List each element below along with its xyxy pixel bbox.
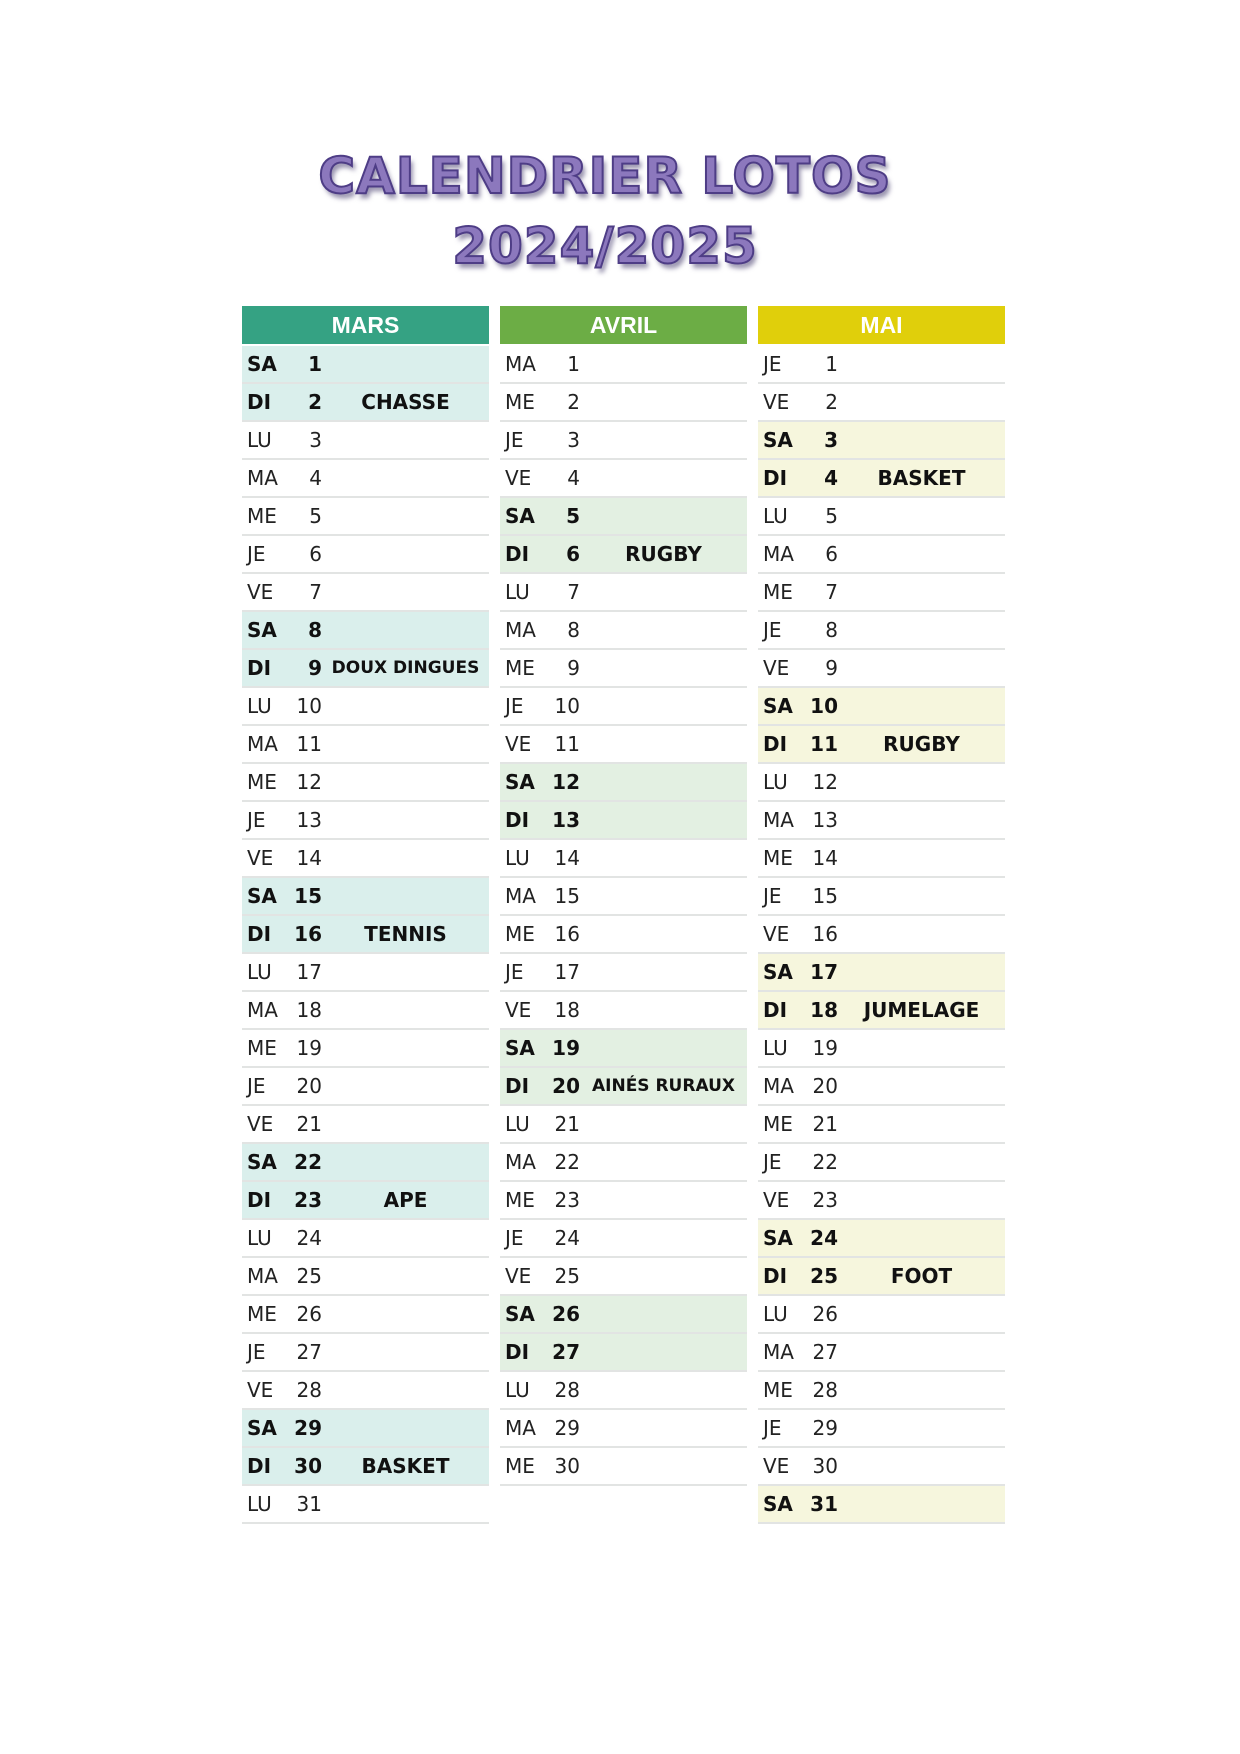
- day-name: ME: [763, 1378, 793, 1402]
- day-number: 18: [810, 998, 838, 1022]
- day-number: 4: [567, 466, 580, 490]
- day-name: ME: [763, 846, 793, 870]
- day-number: 3: [567, 428, 580, 452]
- day-name: LU: [763, 1036, 788, 1060]
- month-column-avril: [500, 306, 747, 1486]
- day-name: VE: [247, 1112, 274, 1136]
- day-number: 21: [812, 1112, 838, 1136]
- day-name: VE: [505, 732, 532, 756]
- day-row: [500, 1030, 747, 1068]
- day-number: 31: [810, 1492, 838, 1516]
- day-row: [758, 650, 1005, 688]
- day-name: LU: [505, 580, 530, 604]
- day-name: MA: [247, 466, 278, 490]
- day-row: [500, 612, 747, 650]
- day-number: 29: [554, 1416, 580, 1440]
- day-number: 27: [812, 1340, 838, 1364]
- day-number: 26: [552, 1302, 580, 1326]
- day-number: 16: [554, 922, 580, 946]
- day-row: [500, 1068, 747, 1106]
- day-name: ME: [247, 1302, 277, 1326]
- day-number: 6: [309, 542, 322, 566]
- day-name: VE: [763, 390, 790, 414]
- day-number: 6: [825, 542, 838, 566]
- day-name: MA: [763, 542, 794, 566]
- day-row: [242, 384, 489, 422]
- loto-event: BASKET: [361, 1454, 450, 1478]
- loto-event: FOOT: [890, 1264, 953, 1288]
- day-name: ME: [505, 1454, 535, 1478]
- day-row: [758, 1372, 1005, 1410]
- day-row: [242, 498, 489, 536]
- loto-event: BASKET: [877, 466, 966, 490]
- day-name: JE: [763, 1150, 782, 1174]
- day-row: [500, 1144, 747, 1182]
- day-row: [500, 574, 747, 612]
- day-row: [242, 916, 489, 954]
- day-number: 10: [810, 694, 838, 718]
- day-row: [500, 536, 747, 574]
- day-number: 15: [294, 884, 322, 908]
- day-name: DI: [763, 998, 788, 1022]
- day-row: [242, 802, 489, 840]
- loto-event: CHASSE: [361, 390, 450, 414]
- day-name: DI: [505, 1340, 530, 1364]
- day-name: MA: [763, 1340, 794, 1364]
- day-number: 29: [812, 1416, 838, 1440]
- day-name: LU: [505, 1112, 530, 1136]
- day-number: 7: [567, 580, 580, 604]
- day-name: ME: [247, 1036, 277, 1060]
- day-row: [242, 460, 489, 498]
- day-row: [500, 1334, 747, 1372]
- day-number: 9: [825, 656, 838, 680]
- day-number: 17: [810, 960, 838, 984]
- day-row: [242, 764, 489, 802]
- day-name: MA: [247, 1264, 278, 1288]
- day-name: VE: [763, 1188, 790, 1212]
- day-row: [242, 1372, 489, 1410]
- day-row: [500, 422, 747, 460]
- day-name: MA: [505, 352, 536, 376]
- day-row: [500, 878, 747, 916]
- day-name: SA: [247, 352, 277, 376]
- day-name: JE: [247, 542, 266, 566]
- day-number: 4: [824, 466, 838, 490]
- day-number: 2: [825, 390, 838, 414]
- day-name: DI: [763, 466, 788, 490]
- day-row: [758, 726, 1005, 764]
- day-number: 22: [554, 1150, 580, 1174]
- day-number: 5: [566, 504, 580, 528]
- day-name: VE: [505, 998, 532, 1022]
- day-row: [500, 1410, 747, 1448]
- day-number: 22: [812, 1150, 838, 1174]
- day-name: LU: [247, 694, 272, 718]
- day-number: 12: [552, 770, 580, 794]
- day-row: [500, 726, 747, 764]
- day-name: JE: [763, 884, 782, 908]
- day-number: 9: [308, 656, 322, 680]
- day-number: 3: [824, 428, 838, 452]
- day-name: JE: [247, 1074, 266, 1098]
- day-name: DI: [505, 542, 530, 566]
- day-name: VE: [763, 922, 790, 946]
- day-number: 11: [296, 732, 322, 756]
- day-row: [242, 1258, 489, 1296]
- day-row: [758, 1258, 1005, 1296]
- day-name: JE: [247, 808, 266, 832]
- loto-event: TENNIS: [364, 922, 447, 946]
- page-subtitle-year: 2024/2025: [452, 217, 758, 275]
- day-name: ME: [763, 1112, 793, 1136]
- page-title: CALENDRIER LOTOS: [318, 147, 892, 205]
- month-header: AVRIL: [500, 306, 747, 344]
- day-name: JE: [505, 1226, 524, 1250]
- day-row: [758, 498, 1005, 536]
- day-number: 20: [296, 1074, 322, 1098]
- day-row: [500, 1296, 747, 1334]
- day-name: SA: [505, 770, 535, 794]
- day-number: 19: [296, 1036, 322, 1060]
- day-number: 5: [825, 504, 838, 528]
- day-row: [758, 992, 1005, 1030]
- day-name: MA: [505, 884, 536, 908]
- day-row: [758, 1106, 1005, 1144]
- day-name: DI: [247, 390, 272, 414]
- day-row: [500, 1106, 747, 1144]
- day-number: 9: [567, 656, 580, 680]
- day-number: 16: [294, 922, 322, 946]
- month-header: MARS: [242, 306, 489, 344]
- day-number: 7: [309, 580, 322, 604]
- day-row: [758, 1220, 1005, 1258]
- day-number: 27: [296, 1340, 322, 1364]
- day-name: LU: [763, 1302, 788, 1326]
- day-number: 25: [810, 1264, 838, 1288]
- day-row: [758, 1410, 1005, 1448]
- day-number: 19: [812, 1036, 838, 1060]
- day-name: MA: [763, 1074, 794, 1098]
- day-name: SA: [505, 1036, 535, 1060]
- day-row: [500, 1258, 747, 1296]
- day-number: 28: [554, 1378, 580, 1402]
- day-name: MA: [505, 1416, 536, 1440]
- day-name: DI: [763, 732, 788, 756]
- day-row: [500, 954, 747, 992]
- day-number: 1: [308, 352, 322, 376]
- day-row: [500, 840, 747, 878]
- day-number: 8: [308, 618, 322, 642]
- day-name: DI: [247, 656, 272, 680]
- month-column-mars: [242, 306, 489, 1524]
- day-number: 6: [566, 542, 580, 566]
- day-name: MA: [247, 998, 278, 1022]
- day-row: [242, 992, 489, 1030]
- loto-event: RUGBY: [625, 542, 702, 566]
- day-row: [500, 1220, 747, 1258]
- day-row: [758, 1144, 1005, 1182]
- day-number: 17: [554, 960, 580, 984]
- day-name: SA: [763, 694, 793, 718]
- day-name: ME: [505, 390, 535, 414]
- loto-event: AINÉS RURAUX: [591, 1076, 735, 1096]
- day-name: SA: [763, 960, 793, 984]
- day-row: [758, 1334, 1005, 1372]
- day-number: 3: [309, 428, 322, 452]
- day-row: [758, 574, 1005, 612]
- day-number: 21: [296, 1112, 322, 1136]
- day-row: [758, 1182, 1005, 1220]
- day-name: SA: [763, 1492, 793, 1516]
- day-number: 27: [552, 1340, 580, 1364]
- day-row: [500, 498, 747, 536]
- day-row: [758, 384, 1005, 422]
- day-name: LU: [247, 1226, 272, 1250]
- day-number: 8: [825, 618, 838, 642]
- day-name: SA: [505, 1302, 535, 1326]
- day-row: [242, 840, 489, 878]
- day-name: SA: [247, 884, 277, 908]
- day-row: [242, 1068, 489, 1106]
- day-row: [758, 1296, 1005, 1334]
- day-row: [242, 1030, 489, 1068]
- day-row: [242, 1182, 489, 1220]
- day-number: 5: [309, 504, 322, 528]
- day-name: VE: [247, 1378, 274, 1402]
- day-number: 24: [554, 1226, 580, 1250]
- day-row: [758, 878, 1005, 916]
- day-name: JE: [763, 352, 782, 376]
- day-row: [758, 1068, 1005, 1106]
- day-name: VE: [505, 1264, 532, 1288]
- day-row: [242, 1448, 489, 1486]
- day-number: 20: [812, 1074, 838, 1098]
- day-row: [758, 460, 1005, 498]
- day-row: [758, 536, 1005, 574]
- day-number: 14: [812, 846, 838, 870]
- day-name: ME: [763, 580, 793, 604]
- day-number: 14: [296, 846, 322, 870]
- day-number: 18: [554, 998, 580, 1022]
- day-row: [758, 688, 1005, 726]
- loto-event: RUGBY: [883, 732, 960, 756]
- day-name: LU: [505, 846, 530, 870]
- day-number: 13: [296, 808, 322, 832]
- day-row: [242, 954, 489, 992]
- day-name: LU: [763, 770, 788, 794]
- day-name: LU: [247, 1492, 272, 1516]
- loto-event: DOUX DINGUES: [331, 658, 480, 678]
- day-name: DI: [505, 1074, 530, 1098]
- day-row: [500, 916, 747, 954]
- day-name: ME: [247, 770, 277, 794]
- day-name: MA: [505, 1150, 536, 1174]
- day-name: DI: [763, 1264, 788, 1288]
- day-row: [242, 726, 489, 764]
- month-column-mai: [758, 306, 1005, 1524]
- day-number: 28: [812, 1378, 838, 1402]
- day-number: 1: [825, 352, 838, 376]
- day-number: 12: [812, 770, 838, 794]
- day-name: VE: [247, 580, 274, 604]
- day-number: 25: [554, 1264, 580, 1288]
- day-name: LU: [505, 1378, 530, 1402]
- day-row: [500, 346, 747, 384]
- day-row: [242, 1410, 489, 1448]
- day-row: [758, 954, 1005, 992]
- day-row: [242, 1144, 489, 1182]
- day-row: [242, 1296, 489, 1334]
- day-name: JE: [763, 1416, 782, 1440]
- day-row: [500, 992, 747, 1030]
- day-row: [758, 916, 1005, 954]
- day-number: 24: [810, 1226, 838, 1250]
- day-name: SA: [247, 1416, 277, 1440]
- day-row: [500, 384, 747, 422]
- day-number: 16: [812, 922, 838, 946]
- month-header: MAI: [758, 306, 1005, 344]
- day-number: 20: [552, 1074, 580, 1098]
- day-name: ME: [505, 1188, 535, 1212]
- day-number: 15: [812, 884, 838, 908]
- day-row: [758, 612, 1005, 650]
- day-row: [758, 802, 1005, 840]
- day-name: JE: [505, 694, 524, 718]
- day-number: 12: [296, 770, 322, 794]
- day-number: 30: [812, 1454, 838, 1478]
- day-number: 11: [810, 732, 838, 756]
- day-row: [500, 650, 747, 688]
- day-name: JE: [505, 960, 524, 984]
- day-row: [242, 650, 489, 688]
- day-number: 22: [294, 1150, 322, 1174]
- day-number: 30: [294, 1454, 322, 1478]
- day-row: [242, 688, 489, 726]
- day-row: [242, 878, 489, 916]
- day-number: 23: [812, 1188, 838, 1212]
- day-number: 7: [825, 580, 838, 604]
- day-number: 26: [296, 1302, 322, 1326]
- day-number: 18: [296, 998, 322, 1022]
- day-name: MA: [505, 618, 536, 642]
- day-name: DI: [247, 922, 272, 946]
- day-row: [758, 764, 1005, 802]
- day-row: [500, 688, 747, 726]
- day-row: [500, 802, 747, 840]
- day-name: SA: [247, 618, 277, 642]
- day-number: 14: [554, 846, 580, 870]
- day-number: 2: [567, 390, 580, 414]
- day-name: ME: [505, 922, 535, 946]
- day-number: 25: [296, 1264, 322, 1288]
- day-row: [242, 574, 489, 612]
- day-list: [242, 346, 489, 1524]
- day-name: VE: [763, 656, 790, 680]
- day-number: 8: [567, 618, 580, 642]
- day-row: [242, 346, 489, 384]
- day-name: VE: [763, 1454, 790, 1478]
- day-name: JE: [505, 428, 524, 452]
- day-row: [500, 1372, 747, 1410]
- day-number: 23: [294, 1188, 322, 1212]
- day-list: [758, 346, 1005, 1524]
- day-row: [758, 840, 1005, 878]
- day-row: [242, 536, 489, 574]
- day-number: 4: [309, 466, 322, 490]
- day-row: [242, 1106, 489, 1144]
- day-name: SA: [505, 504, 535, 528]
- day-name: VE: [247, 846, 274, 870]
- day-number: 24: [296, 1226, 322, 1250]
- day-row: [242, 1486, 489, 1524]
- day-row: [242, 1220, 489, 1258]
- day-name: MA: [763, 808, 794, 832]
- day-number: 11: [554, 732, 580, 756]
- day-number: 10: [296, 694, 322, 718]
- day-row: [758, 1448, 1005, 1486]
- day-name: LU: [763, 504, 788, 528]
- day-list: [500, 346, 747, 1486]
- day-row: [500, 1448, 747, 1486]
- day-row: [758, 422, 1005, 460]
- day-name: MA: [247, 732, 278, 756]
- loto-event: APE: [383, 1188, 428, 1212]
- day-name: SA: [247, 1150, 277, 1174]
- day-number: 21: [554, 1112, 580, 1136]
- day-name: JE: [763, 618, 782, 642]
- day-number: 29: [294, 1416, 322, 1440]
- day-row: [500, 764, 747, 802]
- day-number: 2: [308, 390, 322, 414]
- loto-event: JUMELAGE: [863, 998, 980, 1022]
- day-number: 28: [296, 1378, 322, 1402]
- day-number: 19: [552, 1036, 580, 1060]
- day-name: ME: [247, 504, 277, 528]
- day-row: [758, 1486, 1005, 1524]
- day-name: JE: [247, 1340, 266, 1364]
- day-row: [242, 1334, 489, 1372]
- day-name: LU: [247, 960, 272, 984]
- day-name: DI: [247, 1454, 272, 1478]
- day-row: [500, 1182, 747, 1220]
- day-name: SA: [763, 428, 793, 452]
- day-row: [500, 460, 747, 498]
- day-row: [758, 346, 1005, 384]
- day-name: DI: [247, 1188, 272, 1212]
- day-number: 15: [554, 884, 580, 908]
- day-number: 17: [296, 960, 322, 984]
- day-number: 1: [567, 352, 580, 376]
- day-name: SA: [763, 1226, 793, 1250]
- day-number: 13: [812, 808, 838, 832]
- day-number: 26: [812, 1302, 838, 1326]
- day-name: ME: [505, 656, 535, 680]
- day-number: 10: [554, 694, 580, 718]
- day-number: 31: [296, 1492, 322, 1516]
- day-row: [242, 612, 489, 650]
- day-name: DI: [505, 808, 530, 832]
- day-name: LU: [247, 428, 272, 452]
- day-number: 30: [554, 1454, 580, 1478]
- day-name: VE: [505, 466, 532, 490]
- day-row: [758, 1030, 1005, 1068]
- day-row: [242, 422, 489, 460]
- day-number: 13: [552, 808, 580, 832]
- day-number: 23: [554, 1188, 580, 1212]
